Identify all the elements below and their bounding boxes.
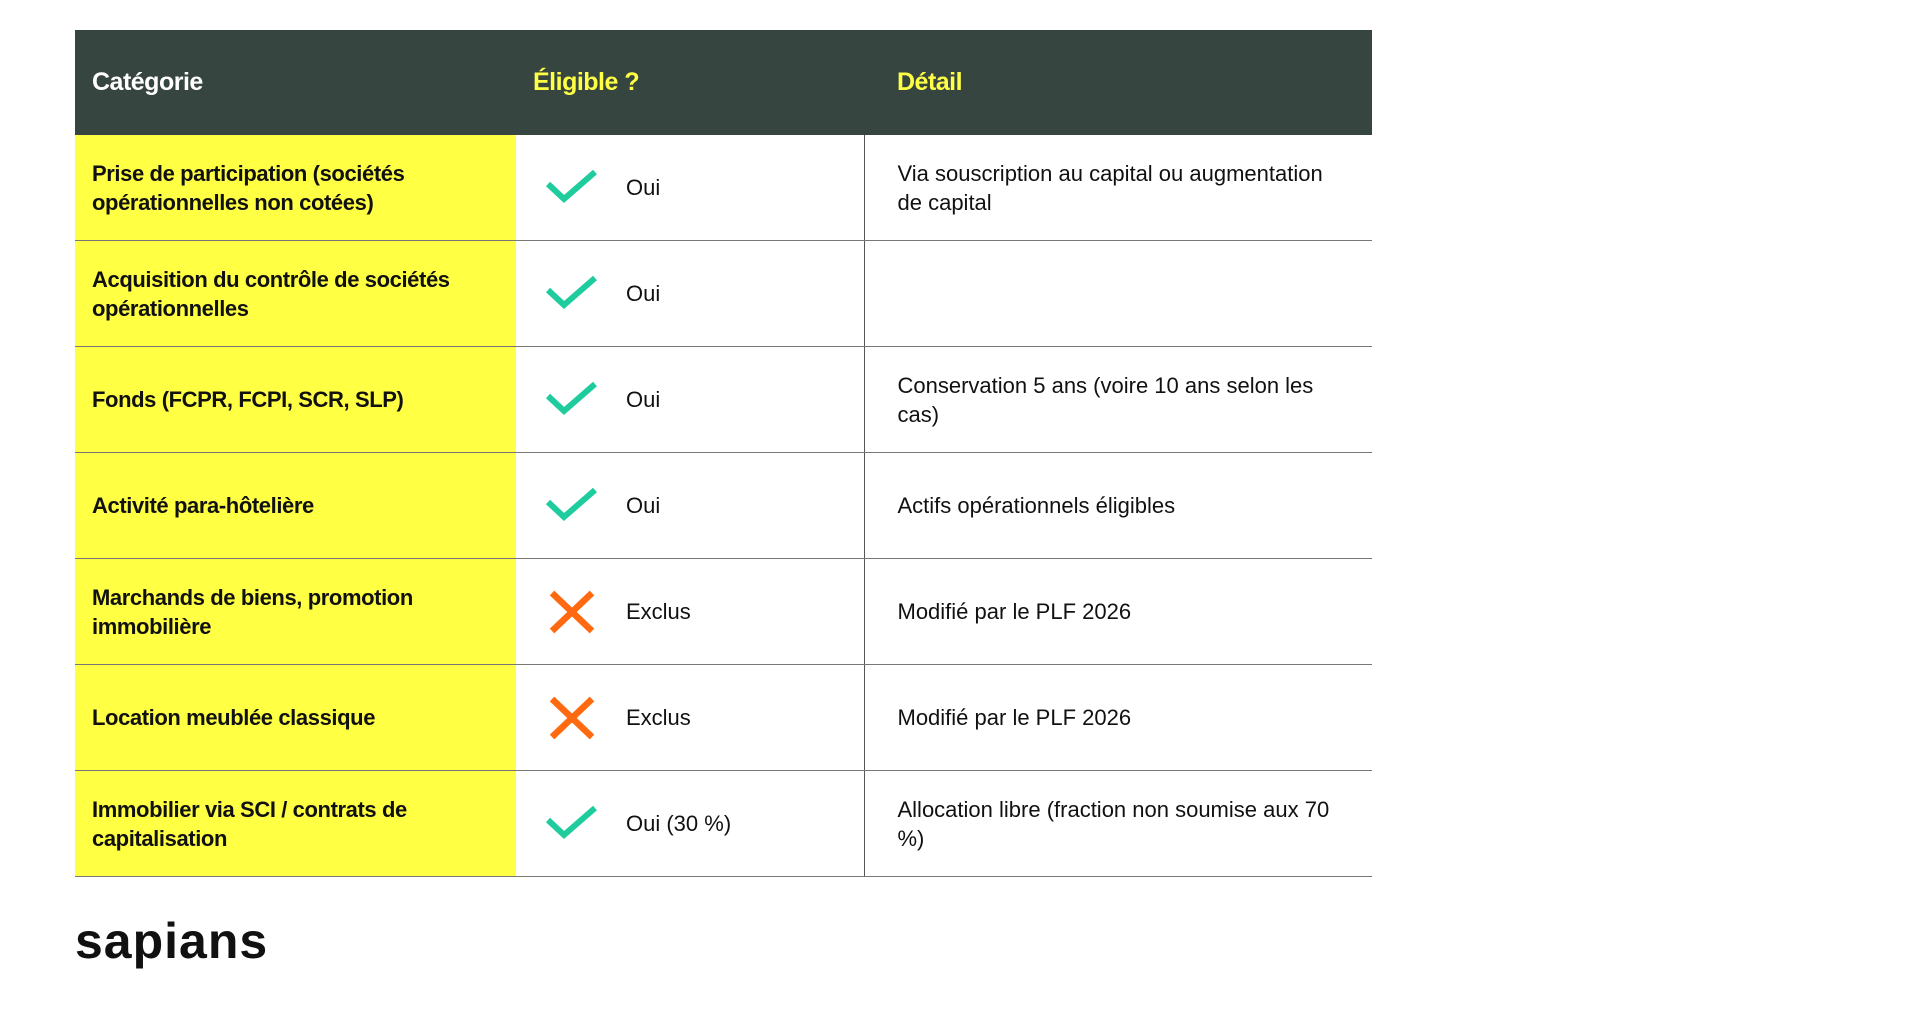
eligible-label: Oui: [626, 175, 661, 200]
category-cell: Prise de participation (sociétés opérationnelles non cotées): [75, 135, 516, 241]
eligible-cell: [516, 771, 864, 877]
eligible-cell: [516, 347, 864, 453]
table-row: [75, 665, 1372, 771]
cross-icon: [544, 590, 602, 634]
table-row: [75, 771, 1372, 877]
table-row: [75, 453, 1372, 559]
detail-cell: Actifs opérationnels éligibles: [864, 453, 1372, 559]
detail-cell: Via souscription au capital ou augmentation de capital: [864, 135, 1372, 241]
eligible-label: Oui: [626, 493, 661, 518]
check-icon: [544, 378, 602, 422]
sapians-logo: sapians: [75, 913, 269, 969]
cross-icon: [544, 696, 602, 740]
eligible-cell: [516, 135, 864, 241]
eligible-label: Oui: [626, 387, 661, 412]
eligible-label: Oui: [626, 281, 661, 306]
table-row: [75, 241, 1372, 347]
check-icon: [544, 484, 602, 528]
eligible-cell: [516, 665, 864, 771]
category-cell: Immobilier via SCI / contrats de capitalisation: [75, 771, 516, 877]
check-icon: [544, 166, 602, 210]
category-cell: Activité para-hôtelière: [75, 453, 516, 559]
table-header-row: [75, 30, 1372, 135]
table-row: [75, 347, 1372, 453]
category-cell: Acquisition du contrôle de sociétés opérationnelles: [75, 241, 516, 347]
detail-cell: Modifié par le PLF 2026: [864, 559, 1372, 665]
category-cell: Location meublée classique: [75, 665, 516, 771]
detail-cell: Allocation libre (fraction non soumise aux 70 %): [864, 771, 1372, 877]
check-icon: [544, 272, 602, 316]
eligibility-table: [75, 30, 1372, 877]
eligible-label: Oui (30 %): [626, 811, 732, 836]
header-eligible: Éligible ?: [516, 30, 864, 135]
eligible-cell: [516, 453, 864, 559]
check-icon: [544, 802, 602, 846]
table-row: [75, 135, 1372, 241]
category-cell: Marchands de biens, promotion immobilière: [75, 559, 516, 665]
category-cell: Fonds (FCPR, FCPI, SCR, SLP): [75, 347, 516, 453]
eligible-cell: [516, 559, 864, 665]
header-detail: Détail: [864, 30, 1372, 135]
eligible-cell: [516, 241, 864, 347]
detail-cell: Modifié par le PLF 2026: [864, 665, 1372, 771]
table-row: [75, 559, 1372, 665]
header-category: Catégorie: [75, 30, 516, 135]
detail-cell: [864, 241, 1372, 347]
eligible-label: Exclus: [626, 705, 691, 730]
eligible-label: Exclus: [626, 599, 691, 624]
detail-cell: Conservation 5 ans (voire 10 ans selon les cas): [864, 347, 1372, 453]
